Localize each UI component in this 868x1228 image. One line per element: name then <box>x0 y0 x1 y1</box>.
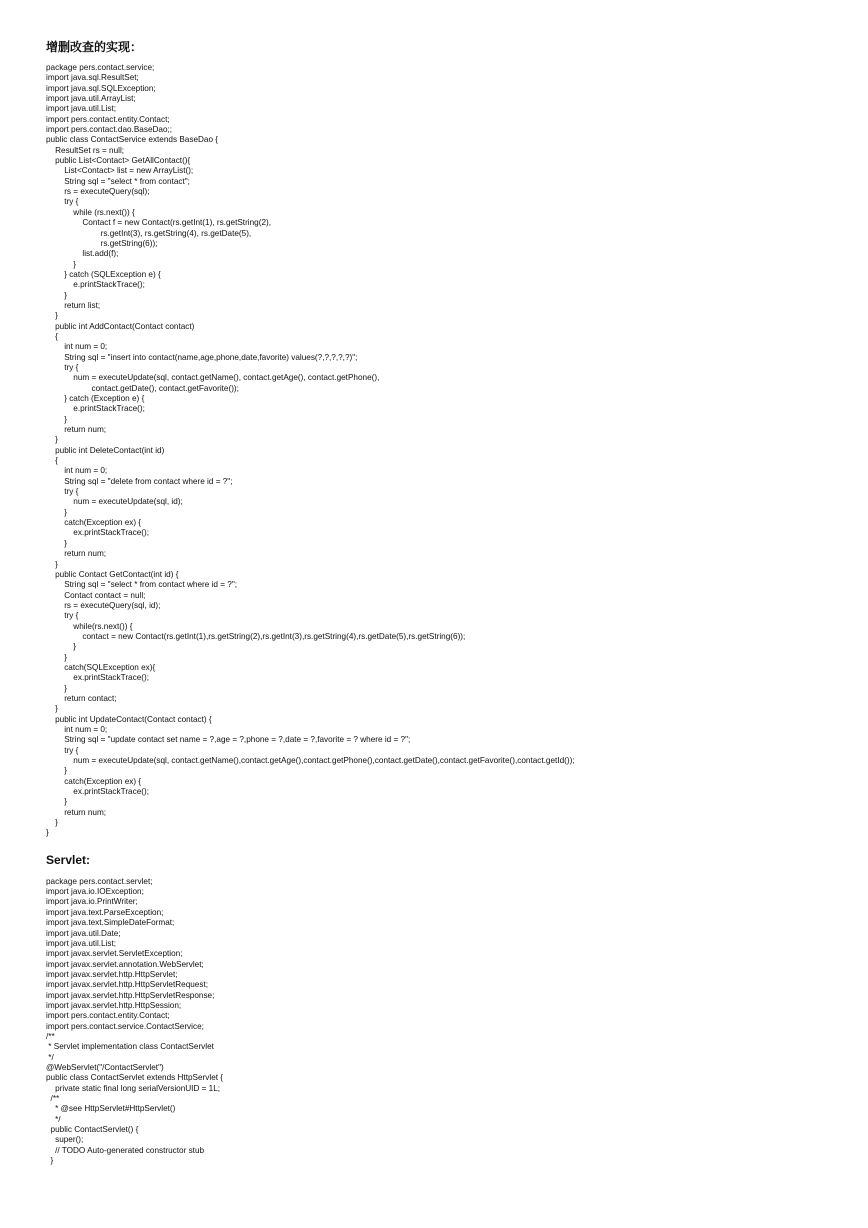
code-line: String sql = "select * from contact where id = ?"; <box>46 580 238 590</box>
code-line: ex.printStackTrace(); <box>46 528 149 538</box>
code-line: ex.printStackTrace(); <box>46 787 149 797</box>
code-line: { <box>46 456 58 466</box>
code-line: import javax.servlet.http.HttpServlet; <box>46 969 178 979</box>
code-line: } <box>46 1156 54 1166</box>
code-line: */ <box>46 1114 61 1124</box>
code-line: try { <box>46 362 79 372</box>
code-line: package pers.contact.service; <box>46 63 155 72</box>
code-line: import javax.servlet.http.HttpServletResponse; <box>46 990 215 1000</box>
code-line: } <box>46 828 49 838</box>
code-line: import java.io.IOException; <box>46 887 144 897</box>
code-line: } <box>46 704 58 714</box>
code-line: import java.text.ParseException; <box>46 907 164 917</box>
code-line: num = executeUpdate(sql, id); <box>46 497 183 507</box>
code-line: * Servlet implementation class ContactServlet <box>46 1042 214 1052</box>
code-line: String sql = "select * from contact"; <box>46 176 190 186</box>
code-line: import java.text.SimpleDateFormat; <box>46 918 175 928</box>
code-line: try { <box>46 611 79 621</box>
code-line: try { <box>46 745 79 755</box>
code-line: String sql = "insert into contact(name,age,phone,date,favorite) values(?,?,?,?,?)"; <box>46 352 358 362</box>
code-line: ex.printStackTrace(); <box>46 673 149 683</box>
code-line: import java.util.ArrayList; <box>46 94 136 104</box>
code-line: public ContactServlet() { <box>46 1125 139 1135</box>
code-line: catch(Exception ex) { <box>46 518 142 528</box>
code-block-contact-servlet <box>46 877 846 1167</box>
code-line: } <box>46 290 67 300</box>
code-line: } <box>46 652 67 662</box>
code-line: int num = 0; <box>46 342 108 352</box>
code-line: private static final long serialVersionUID = 1L; <box>46 1083 221 1093</box>
code-line: { <box>46 331 58 341</box>
code-line: return num; <box>46 425 107 435</box>
code-line: Contact contact = null; <box>46 590 146 600</box>
code-line: while (rs.next()) { <box>46 207 135 217</box>
code-line: } <box>46 538 67 548</box>
code-line: int num = 0; <box>46 466 108 476</box>
code-line: package pers.contact.servlet; <box>46 876 153 886</box>
code-line: catch(SQLException ex){ <box>46 662 156 672</box>
code-line: num = executeUpdate(sql, contact.getName(), contact.getAge(), contact.getPhone(), <box>46 373 380 383</box>
code-line: import javax.servlet.http.HttpServletRequest; <box>46 980 208 990</box>
code-line: contact = new Contact(rs.getInt(1),rs.getString(2),rs.getInt(3),rs.getString(4),rs.getDate(5),rs.getString(6)); <box>46 631 466 641</box>
code-line: /** <box>46 1094 60 1103</box>
code-line: // TODO Auto-generated constructor stub <box>46 1145 205 1155</box>
code-line: return num; <box>46 549 107 559</box>
code-line: rs = executeQuery(sql, id); <box>46 600 161 610</box>
code-line: } <box>46 414 67 424</box>
code-line: * @see HttpServlet#HttpServlet() <box>46 1104 176 1114</box>
code-line: import pers.contact.entity.Contact; <box>46 1011 170 1021</box>
code-line: return contact; <box>46 693 117 703</box>
code-line: import java.util.List; <box>46 938 117 948</box>
code-line: } <box>46 435 58 445</box>
code-line: import java.io.PrintWriter; <box>46 897 138 907</box>
code-line: } catch (SQLException e) { <box>46 269 161 279</box>
code-line: import javax.servlet.ServletException; <box>46 949 183 959</box>
code-line: } <box>46 559 58 569</box>
code-line: } catch (Exception e) { <box>46 394 145 403</box>
code-line: public int AddContact(Contact contact) <box>46 321 195 331</box>
code-line: } <box>46 797 67 807</box>
code-line: } <box>46 766 67 776</box>
code-line: import javax.servlet.annotation.WebServlet; <box>46 959 204 969</box>
code-line: e.printStackTrace(); <box>46 280 145 290</box>
section-heading-crud: 增删改查的实现： <box>46 40 143 54</box>
code-line: public Contact GetContact(int id) { <box>46 569 179 579</box>
code-line: list.add(f); <box>46 249 119 259</box>
code-line: e.printStackTrace(); <box>46 404 145 414</box>
code-line: public List<Contact> GetAllContact(){ <box>46 156 191 166</box>
document-page <box>46 40 846 1166</box>
code-line: } <box>46 259 77 269</box>
code-line: /** <box>46 1031 55 1041</box>
code-line: public int UpdateContact(Contact contact) { <box>46 714 212 724</box>
code-line: } <box>46 683 67 693</box>
code-line: */ <box>46 1052 54 1062</box>
code-line: import pers.contact.service.ContactService; <box>46 1021 204 1031</box>
section-heading-servlet: Servlet: <box>46 852 91 867</box>
code-line: contact.getDate(), contact.getFavorite()); <box>46 383 239 393</box>
code-line: rs.getInt(3), rs.getString(4), rs.getDate(5), <box>46 228 252 238</box>
code-line: try { <box>46 487 79 497</box>
code-line: import java.util.List; <box>46 104 117 114</box>
code-line: super(); <box>46 1135 84 1145</box>
code-line: List<Contact> list = new ArrayList(); <box>46 166 194 176</box>
code-line: import java.sql.ResultSet; <box>46 73 139 83</box>
code-line: import java.util.Date; <box>46 928 121 938</box>
code-line: catch(Exception ex) { <box>46 776 142 786</box>
code-line: String sql = "update contact set name = ?,age = ?,phone = ?,date = ?,favorite = ? where id = ?"; <box>46 735 411 745</box>
code-line: } <box>46 818 58 828</box>
code-line: } <box>46 642 77 652</box>
code-line: import javax.servlet.http.HttpSession; <box>46 1000 182 1010</box>
code-line: public class ContactServlet extends HttpServlet { <box>46 1073 224 1083</box>
code-line: import pers.contact.entity.Contact; <box>46 114 170 124</box>
code-block-contact-service <box>46 63 846 839</box>
code-line: Contact f = new Contact(rs.getInt(1), rs.getString(2), <box>46 218 272 228</box>
code-line: } <box>46 311 58 321</box>
code-line: try { <box>46 197 79 207</box>
code-line: String sql = "delete from contact where id = ?"; <box>46 476 233 486</box>
code-line: num = executeUpdate(sql, contact.getName(),contact.getAge(),contact.getPhone(),contact.getDate(),contact.getFavorite(),contact.getId()); <box>46 756 575 766</box>
code-line: public int DeleteContact(int id) <box>46 445 165 455</box>
code-line: return num; <box>46 807 107 817</box>
code-line: public class ContactService extends BaseDao { <box>46 135 219 145</box>
code-line: @WebServlet("/ContactServlet") <box>46 1062 164 1072</box>
code-line: import java.sql.SQLException; <box>46 83 156 93</box>
code-line: int num = 0; <box>46 725 108 734</box>
code-line: rs = executeQuery(sql); <box>46 187 150 197</box>
code-line: import pers.contact.dao.BaseDao;; <box>46 125 173 135</box>
code-line: return list; <box>46 300 101 310</box>
code-line: } <box>46 507 67 517</box>
code-line: ResultSet rs = null; <box>46 145 125 155</box>
code-line: while(rs.next()) { <box>46 621 133 631</box>
code-line: rs.getString(6)); <box>46 238 158 248</box>
